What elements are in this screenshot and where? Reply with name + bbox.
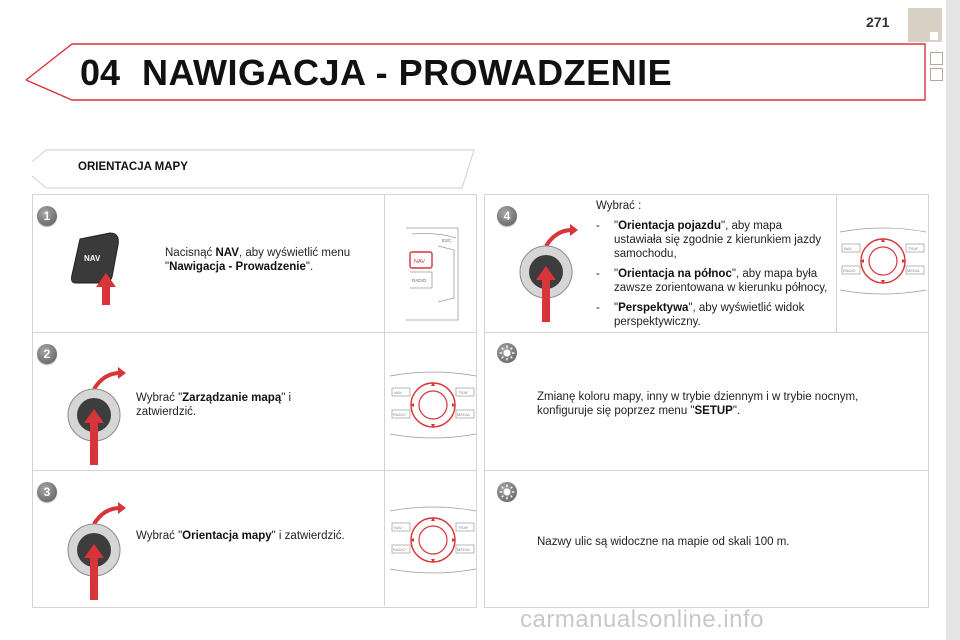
panel-label-traf: TRAF — [908, 246, 919, 251]
step-3-text: Wybrać "Orientacja mapy" i zatwierdzić. — [136, 530, 345, 542]
step-number-4: 4 — [497, 206, 517, 226]
tip-street-names-text: Nazwy ulic są widoczne na mapie od skali 100 m. — [537, 536, 790, 548]
panel-label-nav: NAV — [394, 390, 402, 395]
option-north-orientation: - "Orientacja na północ", aby mapa była zawsze zorientowana w kierunku północy, — [596, 268, 828, 294]
multimedia-panel-illustration — [388, 505, 478, 575]
lightbulb-icon — [497, 343, 517, 363]
step-number-2: 2 — [37, 344, 57, 364]
step-1-text: Nacisnąć NAV, aby wyświetlić menu "Nawigacja - Prowadzenie". — [165, 247, 351, 273]
panel-label-media: MEDIA — [457, 547, 470, 552]
step-4-text — [596, 199, 828, 329]
multimedia-panel-illustration — [838, 226, 928, 296]
panel-label-radio: RADIO — [393, 547, 406, 552]
rotary-knob-icon — [64, 500, 134, 600]
lightbulb-icon — [497, 482, 517, 502]
divider — [32, 332, 477, 333]
step-number-3: 3 — [37, 482, 57, 502]
divider — [384, 195, 385, 606]
section-title: ORIENTACJA MAPY — [78, 161, 188, 173]
step-4-intro: Wybrać : — [596, 200, 642, 212]
divider — [484, 332, 929, 333]
step-number-1: 1 — [37, 206, 57, 226]
panel-label-radio: RADIO — [393, 412, 406, 417]
multimedia-panel-illustration — [388, 370, 478, 440]
divider — [484, 470, 929, 471]
nav-panel-label-nav: NAV — [414, 259, 425, 265]
option-vehicle-orientation: - "Orientacja pojazdu", aby mapa ustawiała się zgodnie z kierunkiem jazdy samochodu, — [596, 220, 822, 260]
chapter-number: 04 — [80, 52, 121, 93]
panel-label-nav: NAV — [394, 525, 402, 530]
panel-label-traf: TRAF — [458, 525, 469, 530]
panel-label-traf: TRAF — [458, 390, 469, 395]
tip-icon-bg — [497, 482, 517, 502]
rotary-knob-icon — [64, 365, 134, 465]
panel-label-nav: NAV — [844, 246, 852, 251]
nav-panel-label-radio: RADIO — [412, 278, 427, 283]
panel-label-media: MEDIA — [457, 412, 470, 417]
step-2-text: Wybrać "Zarządzanie mapą" i zatwierdzić. — [136, 392, 292, 418]
nav-button-icon — [66, 225, 136, 305]
divider — [32, 470, 477, 471]
panel-label-media: MEDIA — [907, 268, 920, 273]
tip-icon-bg — [497, 343, 517, 363]
chapter-title: NAWIGACJA - PROWADZENIE — [142, 52, 673, 93]
option-perspective: - "Perspektywa", aby wyświetlić widok perspektywiczny. — [596, 302, 805, 328]
tip-map-color-text: Zmianę koloru mapy, inny w trybie dziennym i w trybie nocnym, konfiguruje się poprzez menu "SETUP". — [537, 391, 859, 417]
nav-panel-label-esc: ESC — [442, 238, 452, 243]
page-number: 271 — [866, 14, 890, 30]
divider — [836, 195, 837, 332]
nav-button-label: NAV — [84, 254, 101, 263]
panel-label-radio: RADIO — [843, 268, 856, 273]
watermark: carmanualsonline.info — [520, 606, 764, 633]
nav-panel-illustration — [398, 224, 468, 324]
rotary-knob-icon — [516, 222, 586, 322]
